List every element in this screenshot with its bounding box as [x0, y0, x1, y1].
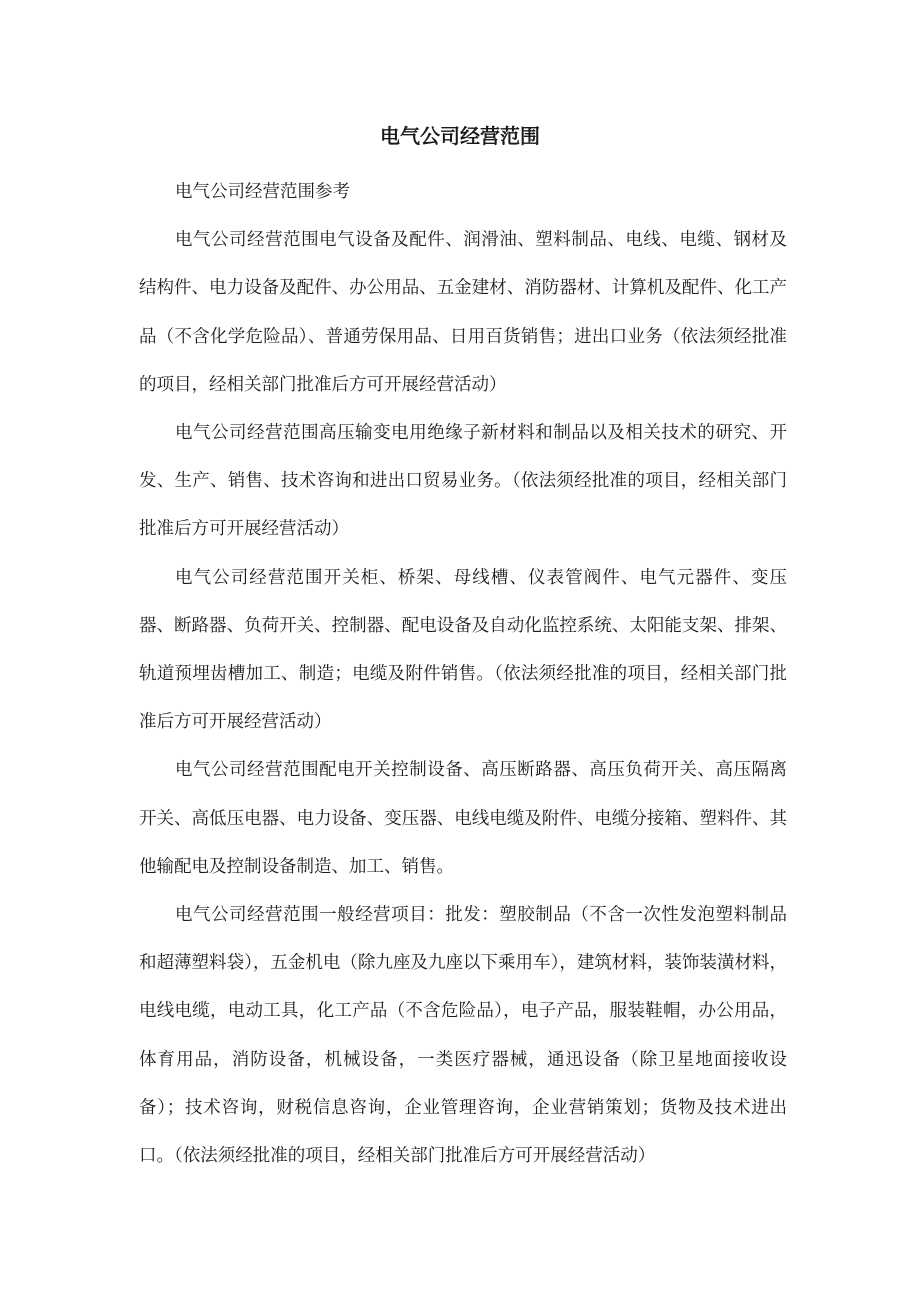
paragraph-switchgear-manufacturing: 电气公司经营范围开关柜、桥架、母线槽、仪表管阀件、电气元器件、变压器、断路器、负荷开关、控制器、配电设备及自动化监控系统、太阳能支架、排架、轨道预埋齿槽加工、制造；电缆及附件销售。（依法须经批准的项目，经相关部门批准后方可开展经营活动） — [139, 567, 787, 733]
document-subtitle: 电气公司经营范围参考 — [175, 182, 350, 202]
document-body — [139, 168, 787, 1180]
paragraph-general-business: 电气公司经营范围一般经营项目：批发：塑胶制品（不含一次性发泡塑料制品和超薄塑料袋），五金机电（除九座及九座以下乘用车），建筑材料，装饰装潢材料，电线电缆，电动工具，化工产品（不含危险品），电子产品，服装鞋帽，办公用品，体育用品，消防设备，机械设备，一类医疗器械，通迅设备（除卫星地面接收设备）；技术咨询，财税信息咨询，企业管理咨询，企业营销策划；货物及技术进出口。（依法须经批准的项目，经相关部门批准后方可开展经营活动） — [139, 905, 787, 1167]
paragraph-general-electrical: 电气公司经营范围电气设备及配件、润滑油、塑料制品、电线、电缆、钢材及结构件、电力设备及配件、办公用品、五金建材、消防器材、计算机及配件、化工产品（不含化学危险品）、普通劳保用品、日用百货销售；进出口业务（依法须经批准的项目，经相关部门批准后方可开展经营活动） — [139, 230, 787, 395]
paragraph-power-distribution: 电气公司经营范围配电开关控制设备、高压断路器、高压负荷开关、高压隔离开关、高低压电器、电力设备、变压器、电线电缆及附件、电缆分接箱、塑料件、其他输配电及控制设备制造、加工、销售。 — [139, 760, 787, 877]
paragraph-high-voltage-insulator: 电气公司经营范围高压输变电用绝缘子新材料和制品以及相关技术的研究、开发、生产、销售、技术咨询和进出口贸易业务。（依法须经批准的项目，经相关部门批准后方可开展经营活动） — [139, 423, 787, 540]
document-title: 电气公司经营范围 — [380, 124, 540, 148]
